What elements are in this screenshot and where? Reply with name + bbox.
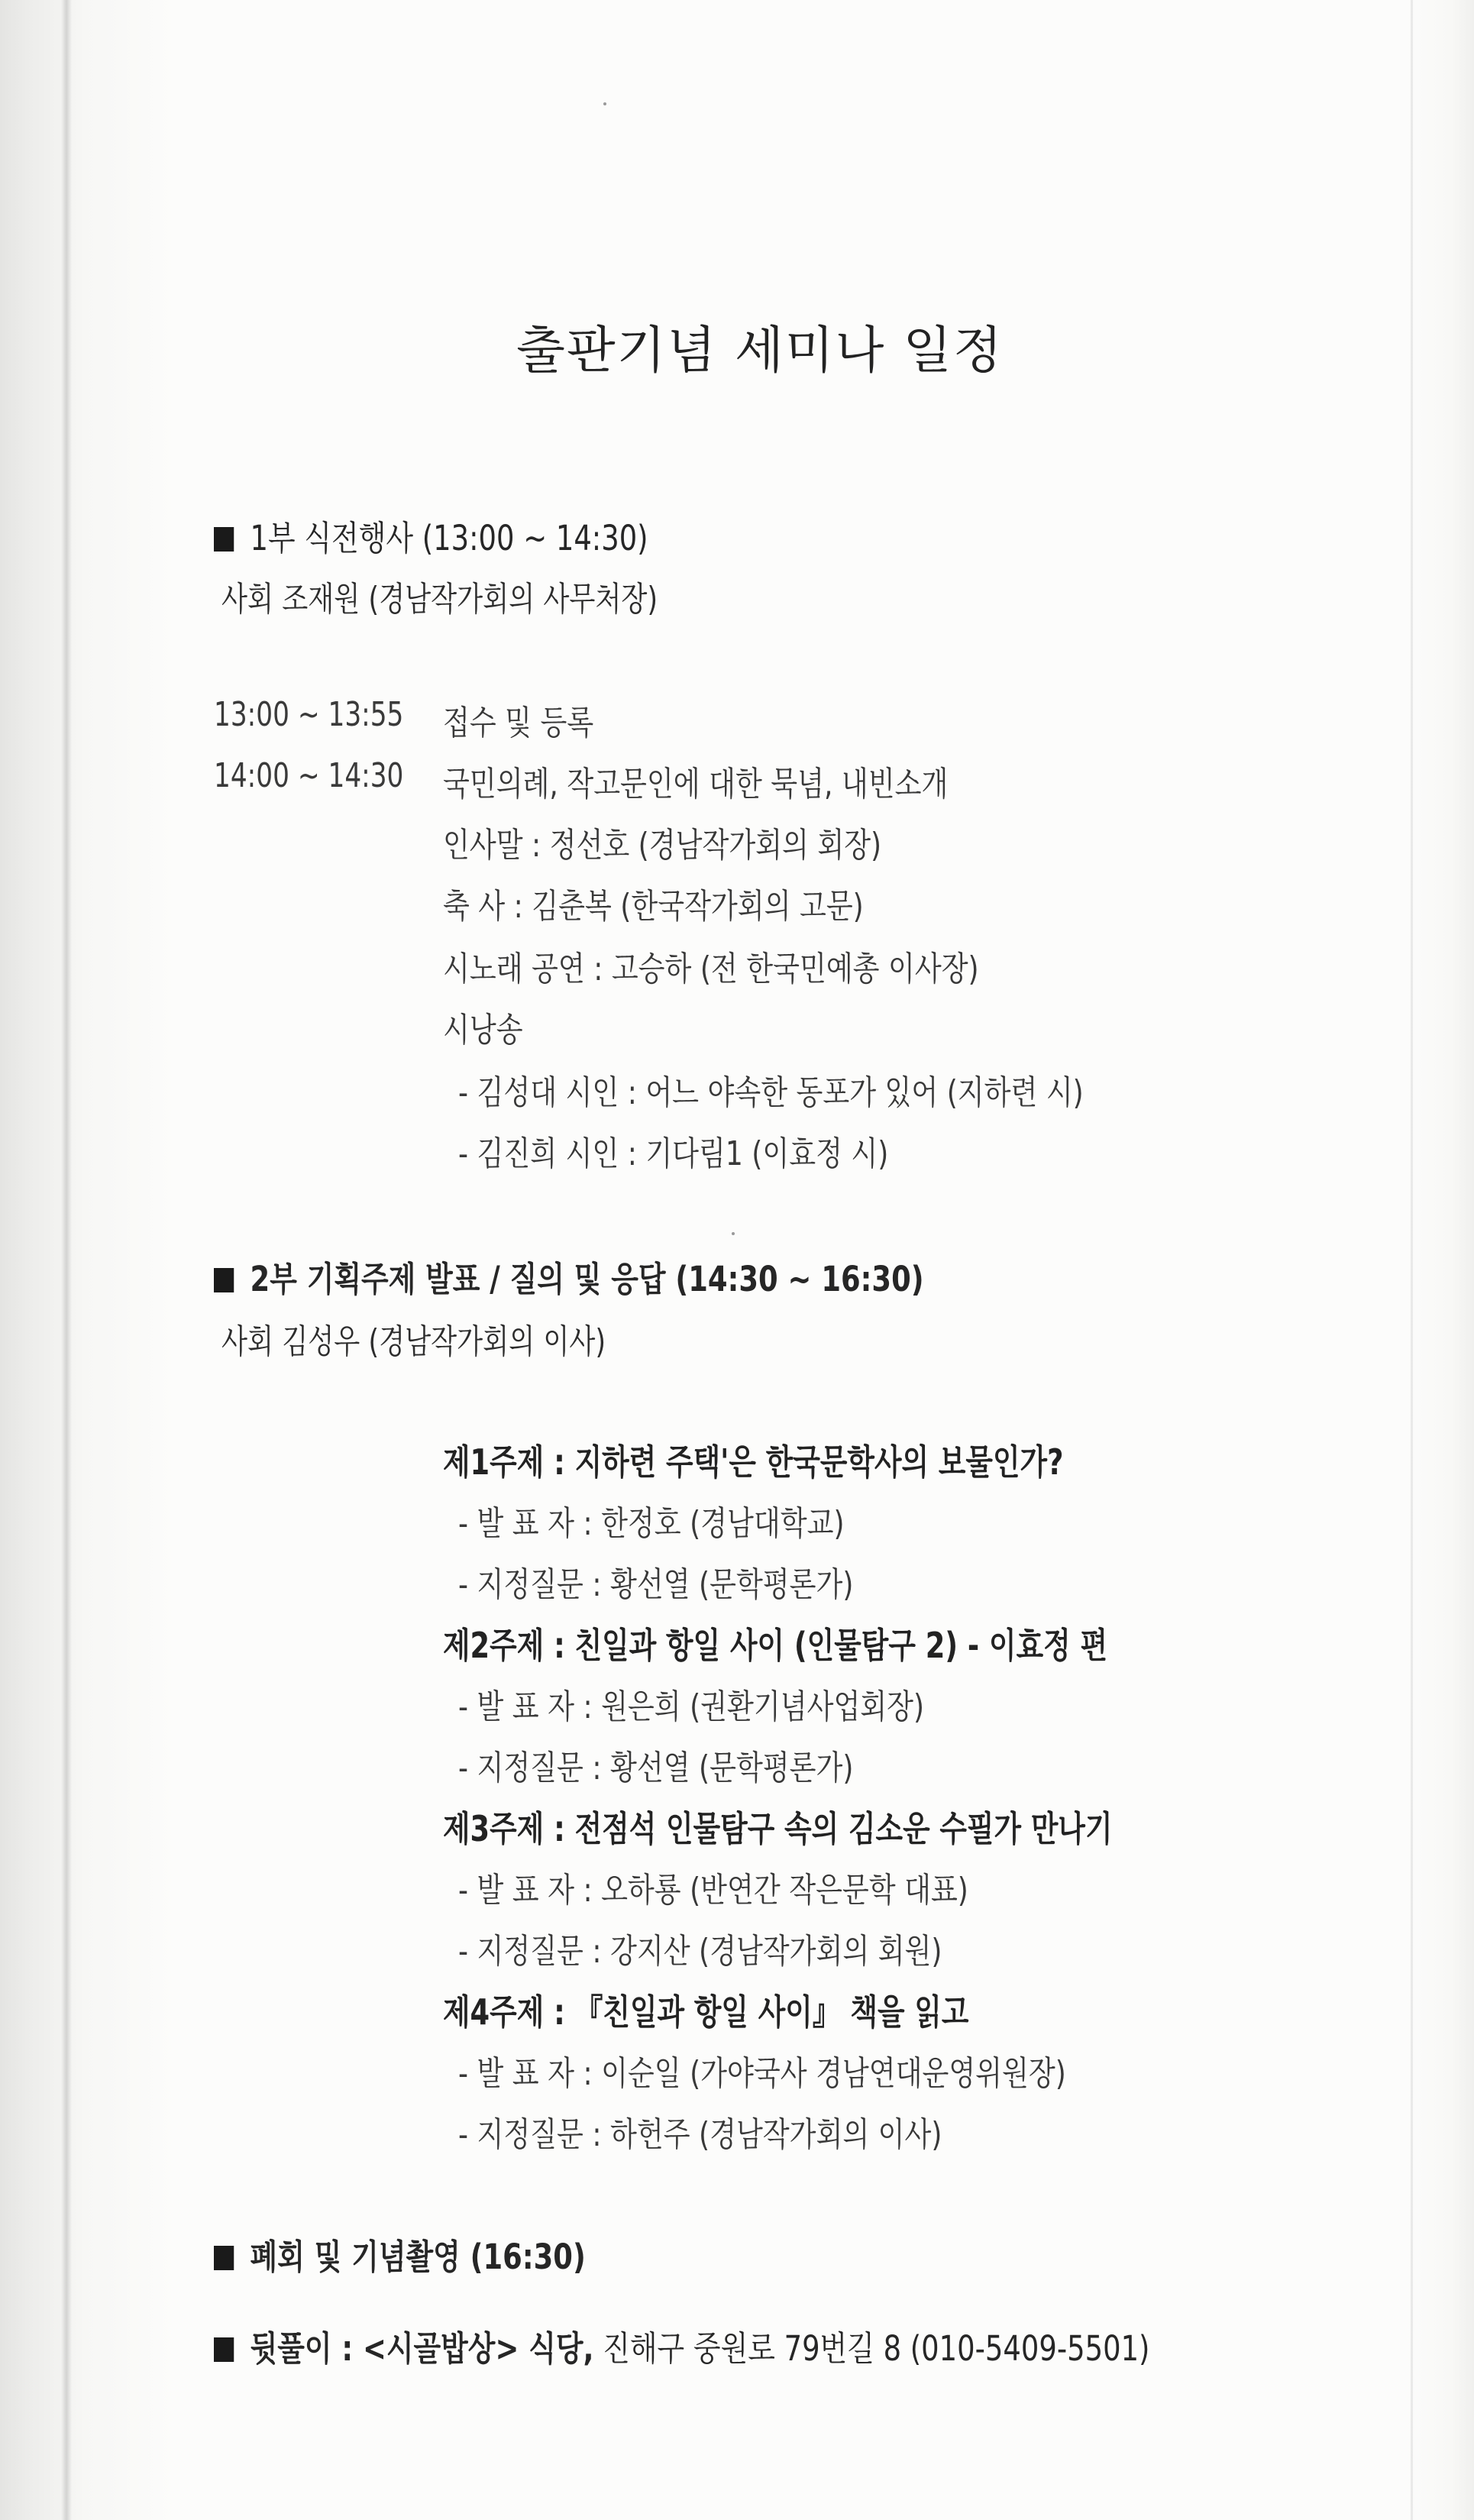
schedule-time: 14:00 ~ 14:30 (214, 756, 404, 795)
afterparty-label: 뒷풀이 : <시골밥상> 식당, (250, 2328, 594, 2369)
greeting-line: 인사말 : 정선호 (경남작가회의 회장) (443, 826, 882, 865)
square-bullet-icon (214, 2337, 234, 2362)
topic-title: 제1주제 : 지하련 주택'은 한국문학사의 보물인가? (443, 1441, 1064, 1483)
part1-heading-text: 1부 식전행사 (13:00 ~ 14:30) (250, 518, 648, 558)
schedule-item: 접수 및 등록 (443, 704, 594, 742)
schedule-item: 국민의례, 작고문인에 대한 묵념, 내빈소개 (443, 765, 949, 804)
part2-heading (214, 1251, 924, 1301)
afterparty-line (214, 2321, 1149, 2370)
topic-presenter: - 발 표 자 : 원은희 (권환기념사업회장) (458, 1687, 925, 1726)
scan-speck (603, 102, 606, 105)
closing-heading (214, 2229, 586, 2279)
poem-song-line: 시노래 공연 : 고승하 (전 한국민예총 이사장) (443, 949, 979, 988)
topic-presenter: - 발 표 자 : 한정호 (경남대학교) (458, 1504, 845, 1543)
topic-presenter: - 발 표 자 : 이순일 (가야국사 경남연대운영위원장) (458, 2054, 1066, 2093)
afterparty-address: 진해구 중원로 79번길 8 (010-5409-5501) (603, 2328, 1150, 2369)
page-title: 출판기념 세미나 일정 (516, 321, 1004, 380)
topic-presenter: - 발 표 자 : 오하룡 (반연간 작은문학 대표) (458, 1871, 968, 1910)
poetry-reading-label: 시낭송 (443, 1011, 523, 1050)
topic-discussant: - 지정질문 : 강지산 (경남작가회의 회원) (458, 1932, 942, 1971)
part1-heading (214, 510, 648, 560)
square-bullet-icon (214, 1268, 234, 1292)
topic-discussant: - 지정질문 : 하헌주 (경남작가회의 이사) (458, 2115, 942, 2154)
part2-host: 사회 김성우 (경남작가회의 이사) (221, 1322, 606, 1361)
scan-speck (732, 1232, 735, 1235)
poetry-reading-item: - 김성대 시인 : 어느 야속한 동포가 있어 (지하련 시) (458, 1073, 1084, 1112)
topic-discussant: - 지정질문 : 황선열 (문학평론가) (458, 1748, 854, 1787)
square-bullet-icon (214, 527, 234, 552)
topic-title: 제3주제 : 전점석 인물탐구 속의 김소운 수필가 만나기 (443, 1808, 1113, 1849)
congrats-line: 축 사 : 김춘복 (한국작가회의 고문) (443, 887, 864, 926)
topic-title: 제2주제 : 친일과 항일 사이 (인물탐구 2) - 이효정 편 (443, 1625, 1108, 1666)
topic-discussant: - 지정질문 : 황선열 (문학평론가) (458, 1565, 854, 1604)
schedule-time: 13:00 ~ 13:55 (214, 695, 404, 734)
part1-host: 사회 조재원 (경남작가회의 사무처장) (221, 580, 658, 619)
closing-heading-text: 폐회 및 기념촬영 (16:30) (250, 2237, 586, 2277)
square-bullet-icon (214, 2246, 234, 2270)
topic-title: 제4주제 : 『친일과 항일 사이』 책을 읽고 (443, 1991, 969, 2033)
part2-heading-text: 2부 기획주제 발표 / 질의 및 응답 (14:30 ~ 16:30) (250, 1259, 924, 1299)
poetry-reading-item: - 김진희 시인 : 기다림1 (이효정 시) (458, 1134, 889, 1173)
